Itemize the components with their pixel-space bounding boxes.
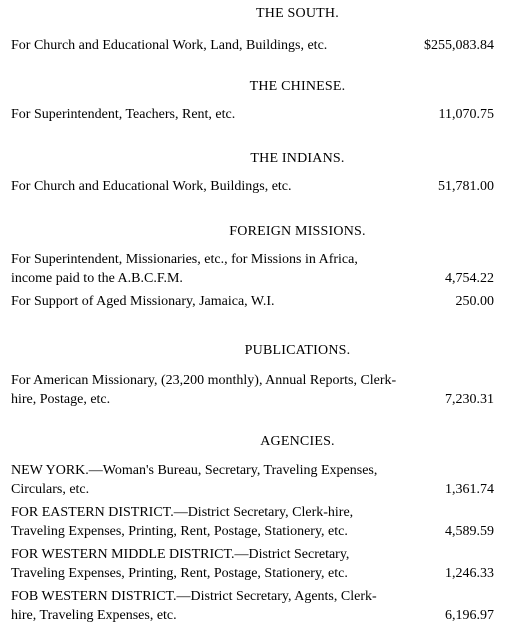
expense-row (0, 503, 505, 541)
expense-amount: 6,196.97 (445, 608, 494, 623)
expense-amount: 4,589.59 (445, 524, 494, 539)
section-the-south (0, 4, 505, 55)
section-heading: THE SOUTH. (256, 6, 339, 21)
section-the-chinese (0, 77, 505, 124)
section-publications (0, 341, 505, 409)
expense-amount: 4,754.22 (445, 271, 494, 286)
expense-row (0, 105, 505, 124)
expense-amount: 250.00 (455, 294, 494, 309)
expense-description: FOB WESTERN DISTRICT.—District Secretary, Agents, Clerk-hire, Traveling Expenses, etc. (11, 589, 377, 623)
section-heading: PUBLICATIONS. (244, 343, 351, 358)
expense-row (0, 177, 505, 196)
expense-description: For Church and Educational Work, Buildings, etc. (11, 179, 292, 194)
expense-description: For American Missionary, (23,200 monthly), Annual Reports, Clerk-hire, Postage, etc. (11, 373, 397, 407)
expense-description: For Superintendent, Teachers, Rent, etc. (11, 107, 236, 122)
expense-description: FOR WESTERN MIDDLE DISTRICT.—District Secretary, Traveling Expenses, Printing, Rent, Postage, Stationery, etc. (11, 547, 350, 581)
section-heading: THE CHINESE. (249, 79, 346, 94)
expense-amount: 7,230.31 (445, 392, 494, 407)
expense-row (0, 461, 505, 499)
expense-amount: 1,246.33 (445, 566, 494, 581)
expense-amount: 1,361.74 (445, 482, 494, 497)
expense-description: For Church and Educational Work, Land, Buildings, etc. (11, 38, 328, 53)
section-agencies (0, 432, 505, 625)
expense-row (0, 371, 505, 409)
section-heading: AGENCIES. (260, 434, 335, 449)
expense-amount: $255,083.84 (424, 38, 494, 53)
section-heading: FOREIGN MISSIONS. (229, 224, 366, 239)
expense-row (0, 545, 505, 583)
expense-row (0, 292, 505, 311)
expense-description: For Support of Aged Missionary, Jamaica, W.I. (11, 294, 275, 309)
expense-row (0, 250, 505, 288)
expense-amount: 51,781.00 (438, 179, 494, 194)
expense-row (0, 587, 505, 625)
expense-row (0, 36, 505, 55)
expense-description: For Superintendent, Missionaries, etc., for Missions in Africa, income paid to the A.B.C.F.M. (11, 252, 358, 286)
expense-description: FOR EASTERN DISTRICT.—District Secretary, Clerk-hire, Traveling Expenses, Printing, Rent, Postage, Stationery, etc. (11, 505, 354, 539)
section-heading: THE INDIANS. (250, 151, 345, 166)
expense-amount: 11,070.75 (438, 107, 494, 122)
section-foreign-missions (0, 222, 505, 311)
section-the-indians (0, 149, 505, 196)
expense-description: NEW YORK.—Woman's Bureau, Secretary, Traveling Expenses, Circulars, etc. (11, 463, 378, 497)
